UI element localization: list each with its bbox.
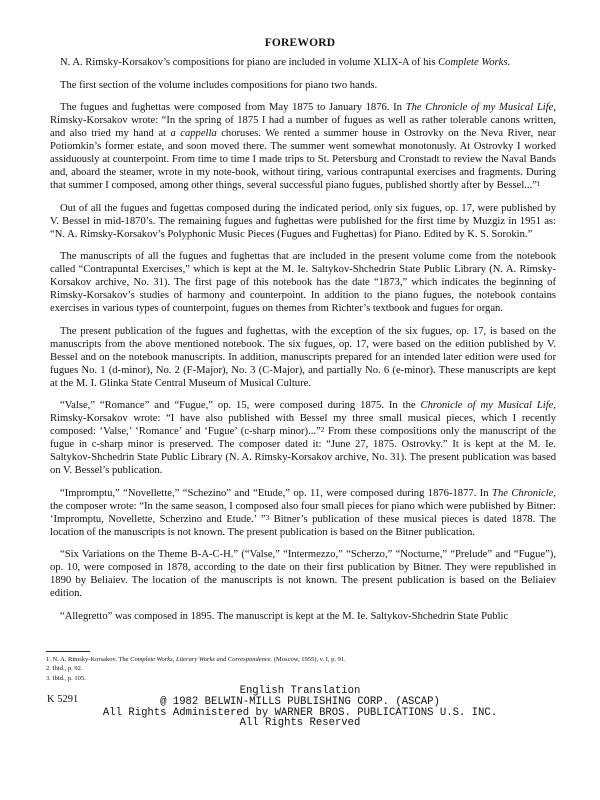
paragraph: N. A. Rimsky-Korsakov’s compositions for piano are included in volume XLIX-A of his Complete Works. [60,57,511,68]
footnotes [46,655,346,683]
copyright-line: @ 1982 BELWIN-MILLS PUBLISHING CORP. (ASCAP) [160,695,440,708]
footnote-divider [46,651,90,652]
copyright-block [0,686,600,729]
paragraph: “Six Variations on the Theme B-A-C-H.” (“Valse,” “Intermezzo,” “Scherzo,” “Nocturne,” “Prelude” and “Fugue”), op. 10, were composed in 1878, according to the date on their first publication by Bitner. They were republished in 1890 by Beliaiev. The location of the manuscripts is not known. The present publication is based on the Beliaiev edition. [50,549,556,599]
foreword-body [50,56,556,632]
paragraph: “Allegretto” was composed in 1895. The manuscript is kept at the M. Ie. Saltykov-Shchedrin State Public [60,610,509,622]
copyright-line: English Translation [239,685,361,697]
paragraph: Out of all the fugues and fugettas composed during the indicated period, only six fugues, op. 17, were published by V. Bessel in mid-1870’s. The remaining fugues and fughettas were published for the first time by Muzgiz in 1951 as: “N. A. Rimsky-Korsakov’s Polyphonic Music Pieces (Fugues and Fughettas) for Piano. Edited by K. S. Sorokin.” [50,202,556,240]
paragraph: The manuscripts of all the fugues and fughettas that are included in the present volume come from the notebook called “Contrapuntal Exercises,” which is kept at the M. Ie. Saltykov-Shchedrin State Public Library (N. A. Rimsky-Korsakov archive, No. 31). The first page of this notebook has the date “1873,” which indicates the beginning of Rimsky-Korsakov’s studies of harmony and counterpoint. In addition to the piano fugues, the notebook contains exercises in various types of counterpoint, fugues on themes from Richter’s textbook and fugues for organ. [50,251,556,314]
paragraph: The present publication of the fugues and fughettas, with the exception of the six fugues, op. 17, is based on the manuscripts from the above mentioned notebook. The six fugues, op. 17, were based on the edition published by V. Bessel and on the notebook manuscripts. In addition, manuscripts prepared for an intended later edition were used for fugues No. 1 (d-minor), No. 2 (F-Major), No. 3 (C-Major), and partially No. 6 (e-minor). These manuscripts are kept at the M. I. Glinka State Central Museum of Musical Culture. [50,325,556,389]
footnote: 1. N. A. Rimsky-Korsakov. The Complete Works, Literary Works and Correspondence. (Moscow, 1955), v. I, p. 91. [46,656,346,663]
footnote: 3. Ibid., p. 105. [46,674,86,682]
paragraph: The fugues and fughettas were composed from May 1875 to January 1876. In The Chronicle of my Musical Life, Rimsky-Korsakov wrote: “In the spring of 1875 I had a number of fugues as well as rather tolerable canons written, and also tried my hand at a cappella choruses. We rented a summer house in Ostrovky on the Neva River, near Potiomkin’s former estate, and soon moved there. The summer went somewhat monotonusly. At Ostrovky I worked assiduously at counterpoint. From time to time I made trips to St. Petersburg and Cronstadt to review the Naval Bands and, aboard the steamer, wrote in my note-book, without tiring, various contrapuntal exercises and fragments. During that summer I composed, among other things, several successful piano fugues, published shortly after by Bessel...”$^1$ [50,102,556,191]
paragraph: “Impromptu,” “Novellette,” “Schezino” and “Etude,” op. 11, were composed during 1876-1877. In The Chronicle, the composer wrote: “In the same season, I composed also four small pieces for piano which were published by Bitner: ‘Impromptu, Novellette, Scherzino and Etude.’ ”$^3$ Bitner’s publication of these musical pieces is dated 1878. The location of the manuscripts is not known. The present publication is based on the Bitner publication. [50,487,557,538]
copyright-line: All Rights Reserved [239,717,361,730]
copyright-line: All Rights Administered by WARNER BROS. PUBLICATIONS U.S. INC. [102,706,498,719]
page-title: FOREWORD [264,37,336,49]
catalog-number: K 5291 [47,694,79,705]
footnote: 2. Ibid., p. 92. [46,665,83,673]
paragraph: The first section of the volume includes compositions for piano two hands. [60,79,378,91]
paragraph: “Valse,” “Romance” and “Fugue,” op. 15, were composed during 1875. In the Chronicle of my Musical Life, Rimsky-Korsakov wrote: “I have also published with Bessel my three small musical pieces, which I recently composed: ‘Valse,’ ‘Romance’ and ‘Fugue’ (c-sharp minor)...”$^2$ From these compositions only the manuscript of the fugue in c-sharp minor is preserved. The composer dated it: “June 27, 1875. Ostrovky.” It is kept at the M. Ie. Saltykov-Shchedrin State Public Library (N. A. Rimsky-Korsakov archive, No. 31). The present publication was based on V. Bessel’s publication. [50,400,556,476]
